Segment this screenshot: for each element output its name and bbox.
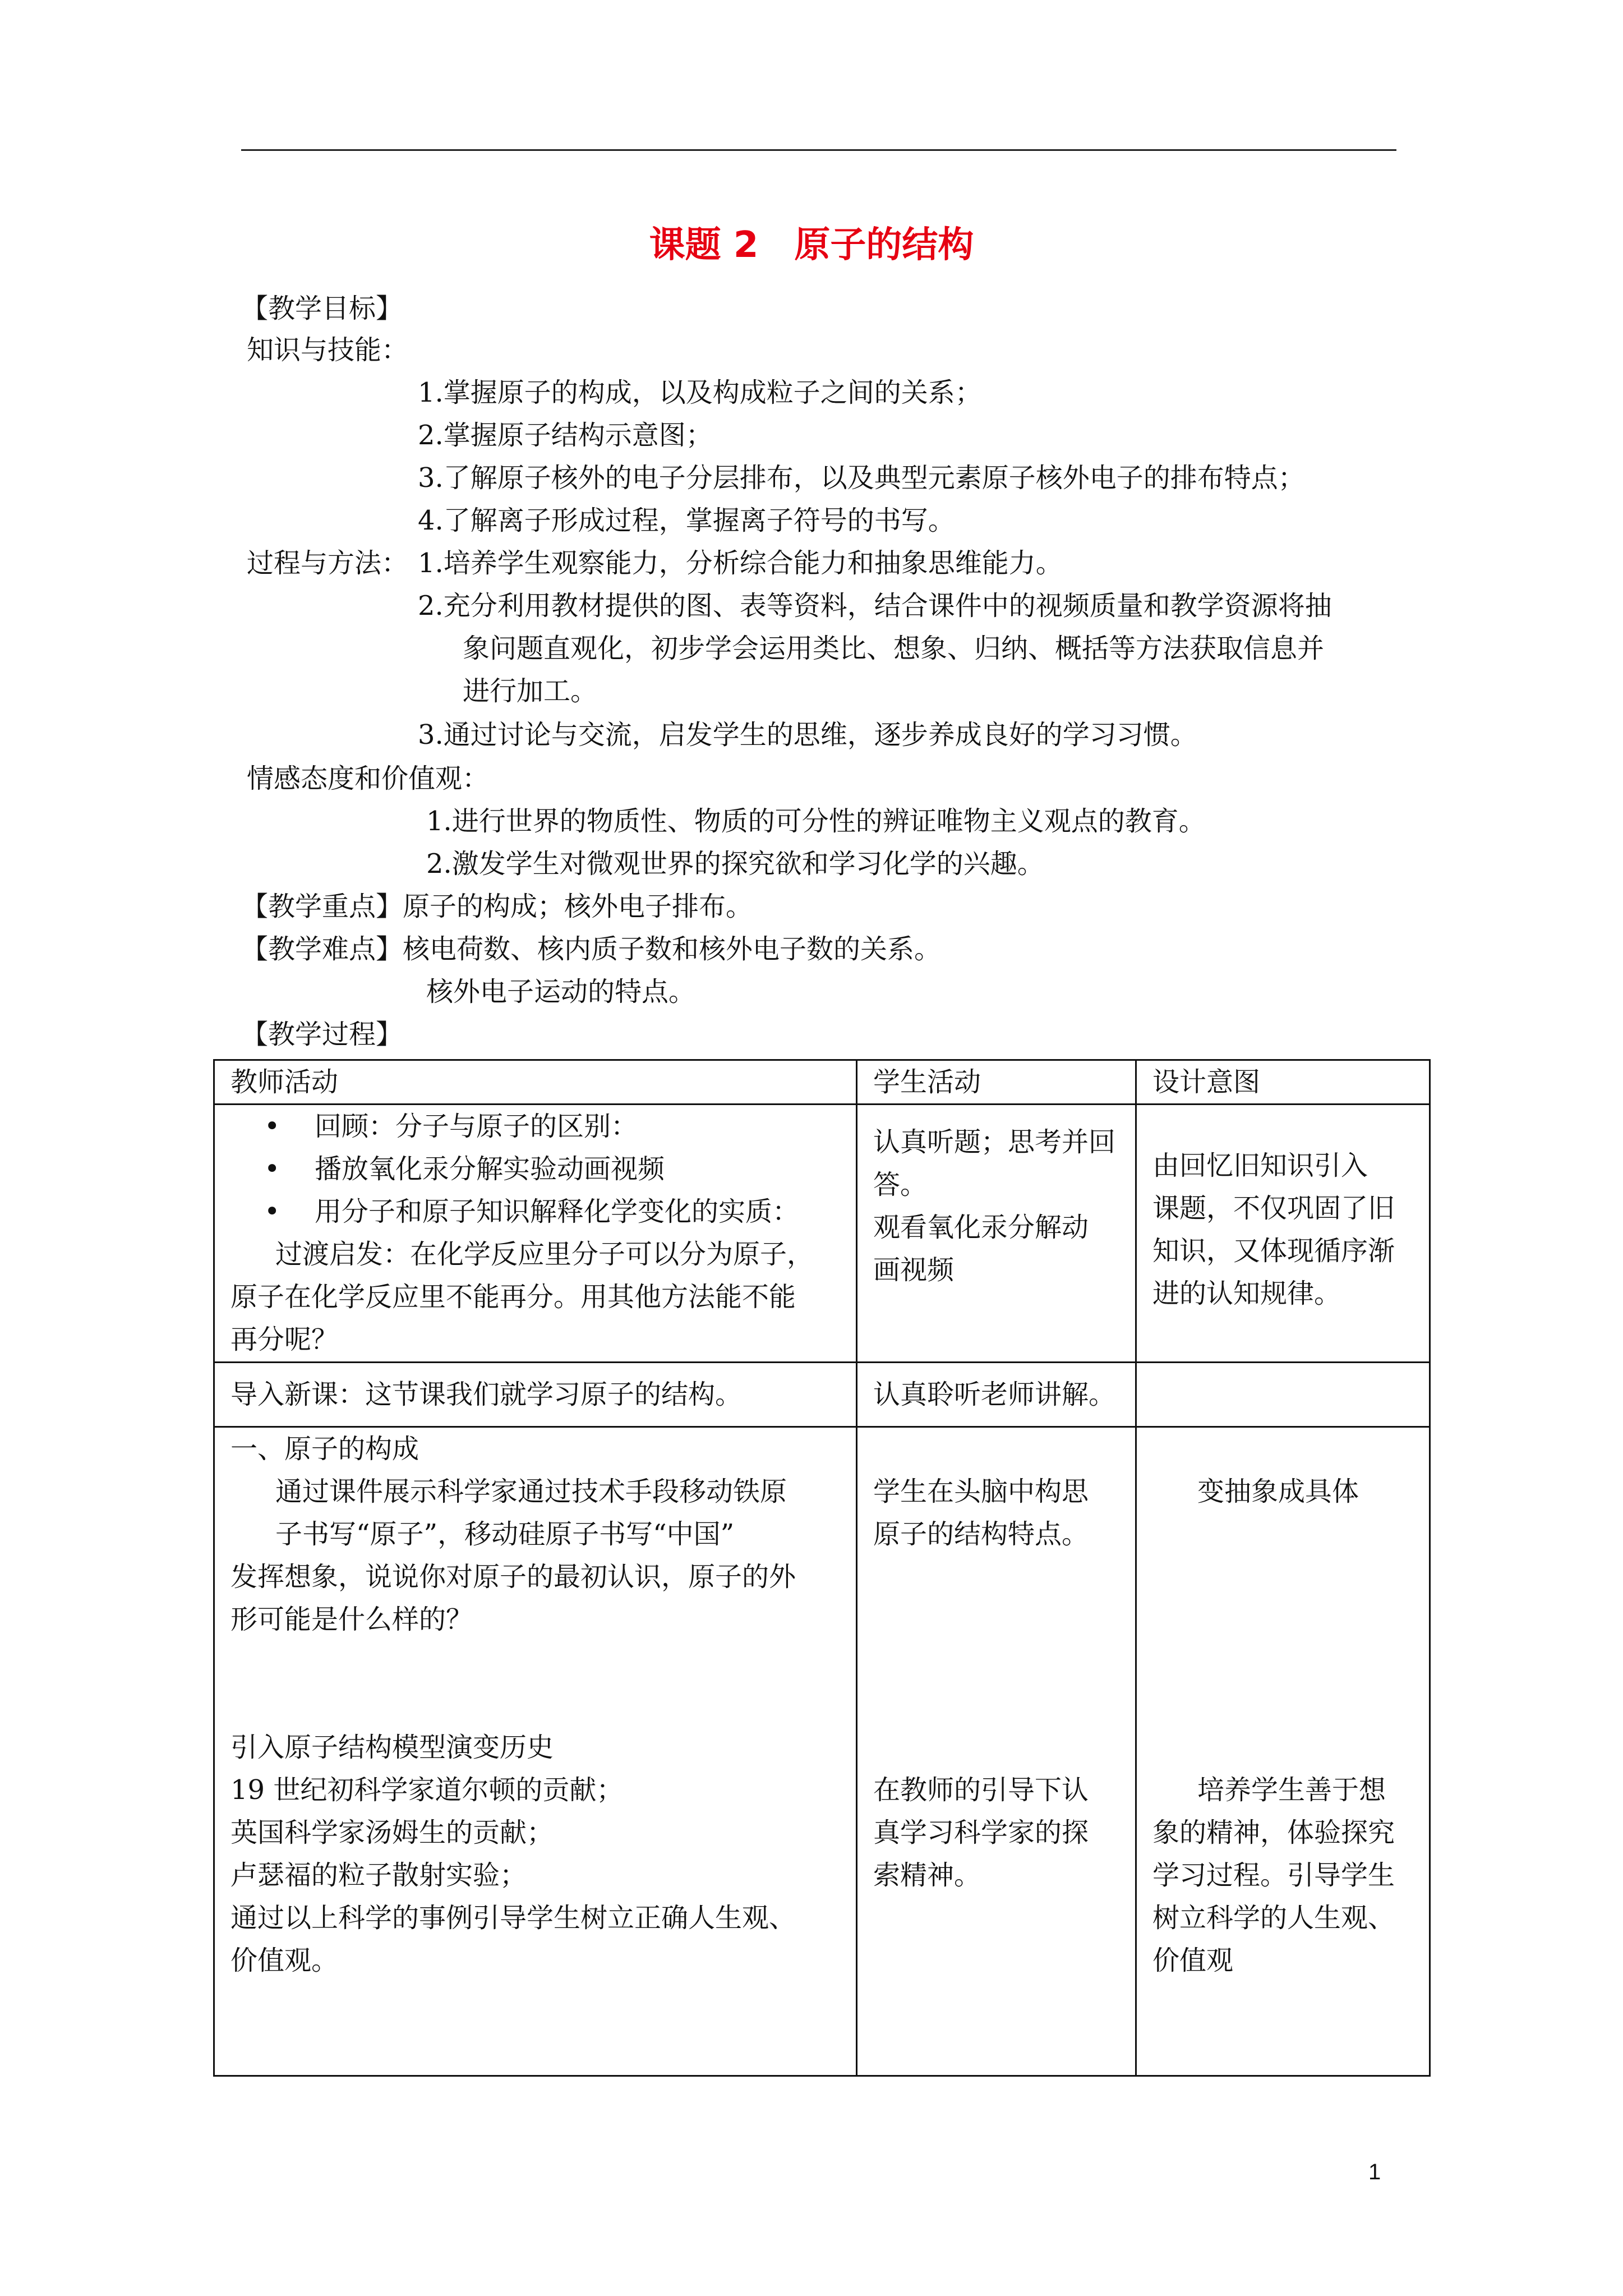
student-text: 观看氧化汞分解动 <box>873 1212 1089 1243</box>
spacer <box>873 1556 1119 1769</box>
student-text: 真学习科学家的探 <box>873 1817 1089 1848</box>
difficulty-text: 核电荷数、核内质子数和核外电子数的关系。 <box>403 933 942 965</box>
header-teacher: 教师活动 <box>214 1060 857 1105</box>
process-item: 3.通过讨论与交流，启发学生的思维，逐步养成良好的学习习惯。 <box>418 719 1197 751</box>
teacher-text: 引入原子结构模型演变历史 <box>230 1732 554 1763</box>
section-heading: 一、原子的构成 <box>230 1433 419 1465</box>
teacher-text: 英国科学家汤姆生的贡献； <box>230 1817 554 1848</box>
intent-cell <box>1136 1363 1430 1427</box>
process-heading: 过程与方法： <box>247 547 409 579</box>
objectives-heading: 【教学目标】 <box>241 293 403 324</box>
student-text: 学生在头脑中构思 <box>873 1476 1089 1507</box>
teaching-process-heading: 【教学过程】 <box>241 1019 403 1050</box>
difficulty-label: 【教学难点】 <box>241 933 403 965</box>
intent-cell <box>1136 1105 1430 1363</box>
emotion-item: 2.激发学生对微观世界的探究欲和学习化学的兴趣。 <box>426 848 1044 880</box>
process-item: 2.充分利用教材提供的图、表等资料，结合课件中的视频质量和教学资源将抽 <box>418 590 1332 622</box>
intent-text: 培养学生善于想 <box>1197 1774 1386 1806</box>
knowledge-heading: 知识与技能： <box>247 334 409 366</box>
bullet-item: • 用分子和原子知识解释化学变化的实质： <box>230 1190 840 1233</box>
intent-text: 知识，又体现循序渐 <box>1152 1235 1395 1267</box>
student-text: 认真听题；思考并回 <box>873 1126 1116 1158</box>
teacher-cell <box>214 1427 857 2076</box>
teacher-text: 通过课件展示科学家通过技术手段移动铁原 <box>275 1476 787 1507</box>
header-student: 学生活动 <box>857 1060 1136 1105</box>
teacher-text: 卢瑟福的粒子散射实验； <box>230 1860 527 1891</box>
process-item-cont: 象问题直观化，初步学会运用类比、想象、归纳、概括等方法获取信息并 <box>463 633 1325 664</box>
teacher-text: 通过以上科学的事例引导学生树立正确人生观、 <box>230 1902 796 1934</box>
bullet-item: • 播放氧化汞分解实验动画视频 <box>230 1148 840 1190</box>
spacer <box>1152 1513 1413 1769</box>
student-cell: 认真聆听老师讲解。 <box>857 1363 1136 1427</box>
key-point-text: 原子的构成；核外电子排布。 <box>403 891 753 922</box>
student-cell <box>857 1427 1136 2076</box>
teacher-text: 19 世纪初科学家道尔顿的贡献； <box>230 1774 624 1806</box>
table-row <box>214 1363 1430 1427</box>
teacher-text: 原子在化学反应里不能再分。用其他方法能不能 <box>230 1281 796 1313</box>
teacher-text: 再分呢？ <box>230 1324 339 1355</box>
page-title: 课题 2 原子的结构 <box>649 224 974 266</box>
table-row <box>214 1105 1430 1363</box>
process-item: 1.培养学生观察能力，分析综合能力和抽象思维能力。 <box>418 547 1063 579</box>
difficulty-text-2: 核外电子运动的特点。 <box>426 976 696 1007</box>
intent-text: 进的认知规律。 <box>1152 1278 1341 1309</box>
intent-text: 课题，不仅巩固了旧 <box>1152 1193 1395 1224</box>
teacher-cell <box>214 1105 857 1363</box>
intent-text: 象的精神，体验探究 <box>1152 1817 1395 1848</box>
teacher-text: 子书写“原子”，移动硅原子书写“中国” <box>275 1519 735 1550</box>
intent-text: 树立科学的人生观、 <box>1152 1902 1395 1934</box>
header-intent: 设计意图 <box>1136 1060 1430 1105</box>
teacher-text: 形可能是什么样的？ <box>230 1604 473 1635</box>
knowledge-item: 4.了解离子形成过程，掌握离子符号的书写。 <box>418 505 955 536</box>
key-point <box>241 885 753 928</box>
teacher-text: 过渡启发：在化学反应里分子可以分为原子， <box>275 1239 814 1270</box>
emotion-heading: 情感态度和价值观： <box>247 763 490 794</box>
table-header-row <box>214 1060 1430 1105</box>
spacer <box>230 1641 840 1726</box>
student-text: 画视频 <box>873 1254 955 1286</box>
page-number: 1 <box>1368 2160 1381 2184</box>
knowledge-item: 2.掌握原子结构示意图； <box>418 420 713 451</box>
teacher-cell: 导入新课：这节课我们就学习原子的结构。 <box>214 1363 857 1427</box>
knowledge-item: 1.掌握原子的构成，以及构成粒子之间的关系； <box>418 377 982 408</box>
header-rule <box>241 149 1396 151</box>
intent-text: 学习过程。引导学生 <box>1152 1860 1395 1891</box>
student-text: 答。 <box>873 1169 928 1200</box>
student-cell <box>857 1105 1136 1363</box>
teacher-text: 价值观。 <box>230 1945 339 1976</box>
intent-text: 变抽象成具体 <box>1197 1476 1359 1507</box>
emotion-item: 1.进行世界的物质性、物质的可分性的辨证唯物主义观点的教育。 <box>426 806 1206 837</box>
intent-text: 由回忆旧知识引入 <box>1152 1150 1368 1181</box>
student-text: 索精神。 <box>873 1860 981 1891</box>
teaching-process-table <box>213 1059 1431 2077</box>
bullet-item: • 回顾：分子与原子的区别： <box>230 1105 840 1148</box>
intent-cell <box>1136 1427 1430 2076</box>
difficulty <box>241 928 941 970</box>
student-text: 原子的结构特点。 <box>873 1519 1089 1550</box>
student-text: 在教师的引导下认 <box>873 1774 1089 1806</box>
teacher-text: 发挥想象，说说你对原子的最初认识，原子的外 <box>230 1561 796 1593</box>
process-item-cont: 进行加工。 <box>463 675 598 707</box>
table-row <box>214 1427 1430 2076</box>
knowledge-item: 3.了解原子核外的电子分层排布，以及典型元素原子核外电子的排布特点； <box>418 462 1305 494</box>
key-point-label: 【教学重点】 <box>241 891 403 922</box>
intent-text: 价值观 <box>1152 1945 1234 1976</box>
